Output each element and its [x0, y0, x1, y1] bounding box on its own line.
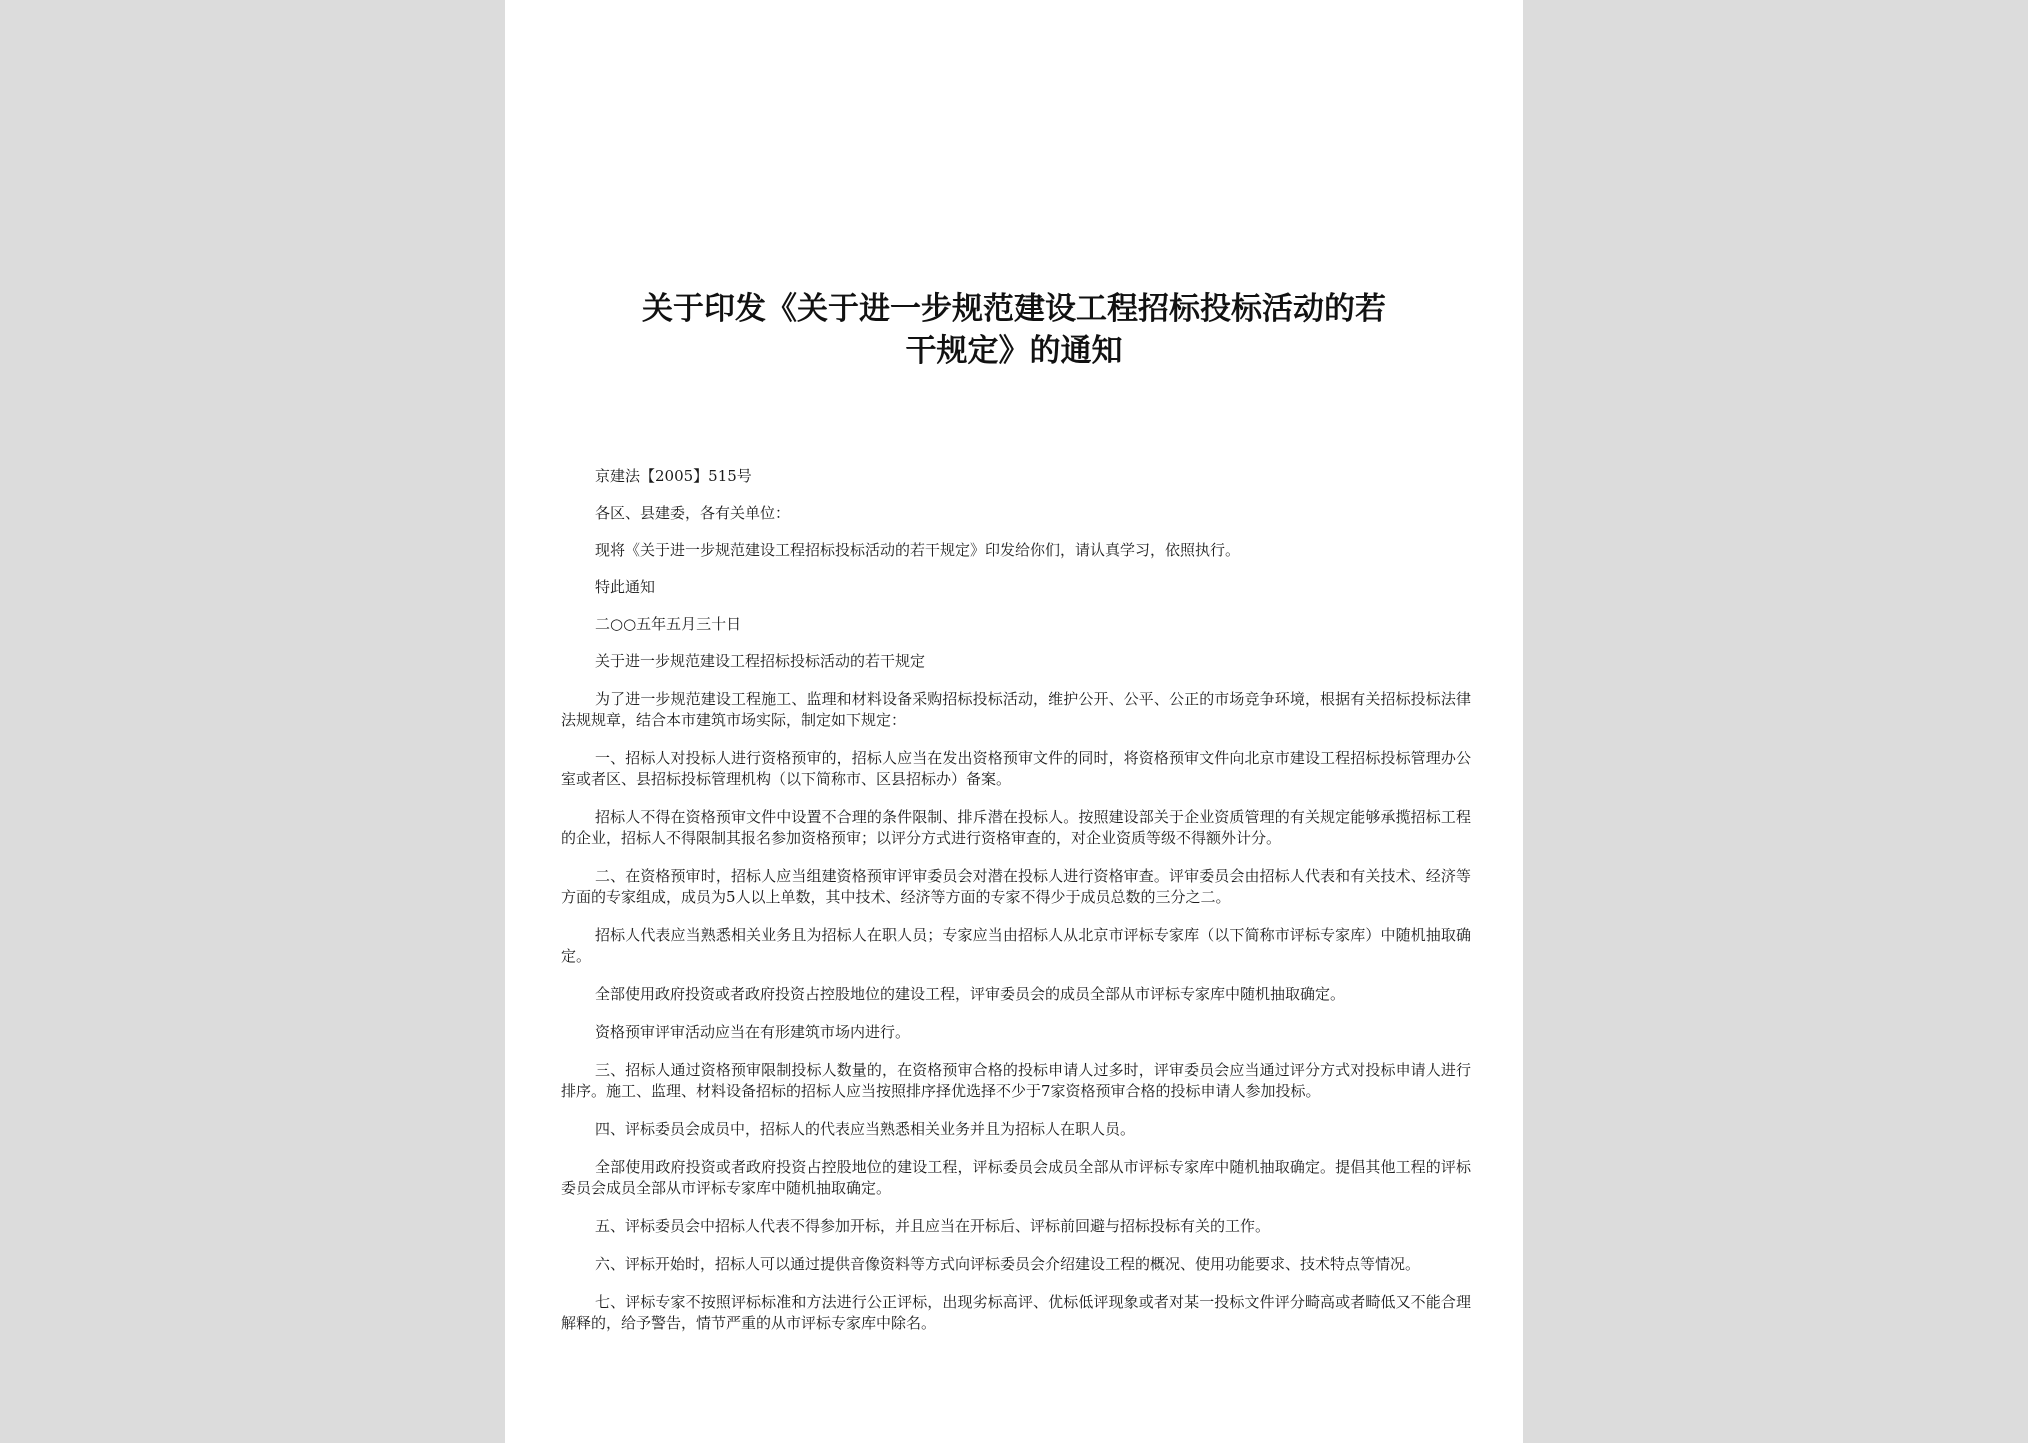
regulation-paragraph: 五、评标委员会中招标人代表不得参加开标，并且应当在开标后、评标前回避与招标投标有关的工作。 — [595, 1217, 1271, 1235]
regulation-paragraph: 资格预审评审活动应当在有形建筑市场内进行。 — [595, 1023, 911, 1041]
document-page — [505, 0, 1523, 1443]
regulation-paragraph: 全部使用政府投资或者政府投资占控股地位的建设工程，评标委员会成员全部从市评标专家库中随机抽取确定。提倡其他工程的评标委员会成员全部从市评标专家库中随机抽取确定。 — [561, 1158, 1471, 1197]
regulation-paragraph: 招标人不得在资格预审文件中设置不合理的条件限制、排斥潜在投标人。按照建设部关于企业资质管理的有关规定能够承揽招标工程的企业，招标人不得限制其报名参加资格预审；以评分方式进行资格审查的，对企业资质等级不得额外计分。 — [561, 808, 1471, 847]
document-body — [561, 466, 1471, 1334]
regulation-paragraph: 招标人代表应当熟悉相关业务且为招标人在职人员；专家应当由招标人从北京市评标专家库（以下简称市评标专家库）中随机抽取确定。 — [561, 926, 1471, 965]
notice-closing: 特此通知 — [595, 578, 656, 596]
regulation-paragraph: 为了进一步规范建设工程施工、监理和材料设备采购招标投标活动，维护公开、公平、公正的市场竞争环境，根据有关招标投标法律法规规章，结合本市建筑市场实际，制定如下规定： — [561, 690, 1471, 729]
regulation-title: 关于进一步规范建设工程招标投标活动的若干规定 — [595, 652, 926, 670]
regulation-paragraph: 一、招标人对投标人进行资格预审的，招标人应当在发出资格预审文件的同时，将资格预审文件向北京市建设工程招标投标管理办公室或者区、县招标投标管理机构（以下简称市、区县招标办）备案。 — [561, 749, 1471, 788]
document-number: 京建法【2005】515号 — [595, 467, 752, 485]
regulation-paragraph: 二、在资格预审时，招标人应当组建资格预审评审委员会对潜在投标人进行资格审查。评审委员会由招标人代表和有关技术、经济等方面的专家组成，成员为5人以上单数，其中技术、经济等方面的专家不得少于成员总数的三分之二。 — [561, 867, 1471, 906]
document-title-line-1: 关于印发《关于进一步规范建设工程招标投标活动的若 — [642, 291, 1386, 327]
notice-paragraph: 现将《关于进一步规范建设工程招标投标活动的若干规定》印发给你们，请认真学习，依照执行。 — [595, 541, 1241, 559]
document-title — [565, 288, 1463, 372]
notice-date: 二○○五年五月三十日 — [595, 615, 742, 633]
addressee: 各区、县建委，各有关单位： — [595, 504, 791, 522]
regulation-paragraph: 三、招标人通过资格预审限制投标人数量的，在资格预审合格的投标申请人过多时，评审委员会应当通过评分方式对投标申请人进行排序。施工、监理、材料设备招标的招标人应当按照排序择优选择不少于7家资格预审合格的投标申请人参加投标。 — [561, 1061, 1471, 1100]
regulation-paragraph: 七、评标专家不按照评标标准和方法进行公正评标，出现劣标高评、优标低评现象或者对某一投标文件评分畸高或者畸低又不能合理解释的，给予警告，情节严重的从市评标专家库中除名。 — [561, 1293, 1471, 1332]
document-title-line-2: 干规定》的通知 — [905, 333, 1123, 369]
regulation-paragraph: 全部使用政府投资或者政府投资占控股地位的建设工程，评审委员会的成员全部从市评标专家库中随机抽取确定。 — [595, 985, 1346, 1003]
regulation-paragraph: 四、评标委员会成员中，招标人的代表应当熟悉相关业务并且为招标人在职人员。 — [595, 1120, 1136, 1138]
regulation-paragraph: 六、评标开始时，招标人可以通过提供音像资料等方式向评标委员会介绍建设工程的概况、使用功能要求、技术特点等情况。 — [595, 1255, 1421, 1273]
